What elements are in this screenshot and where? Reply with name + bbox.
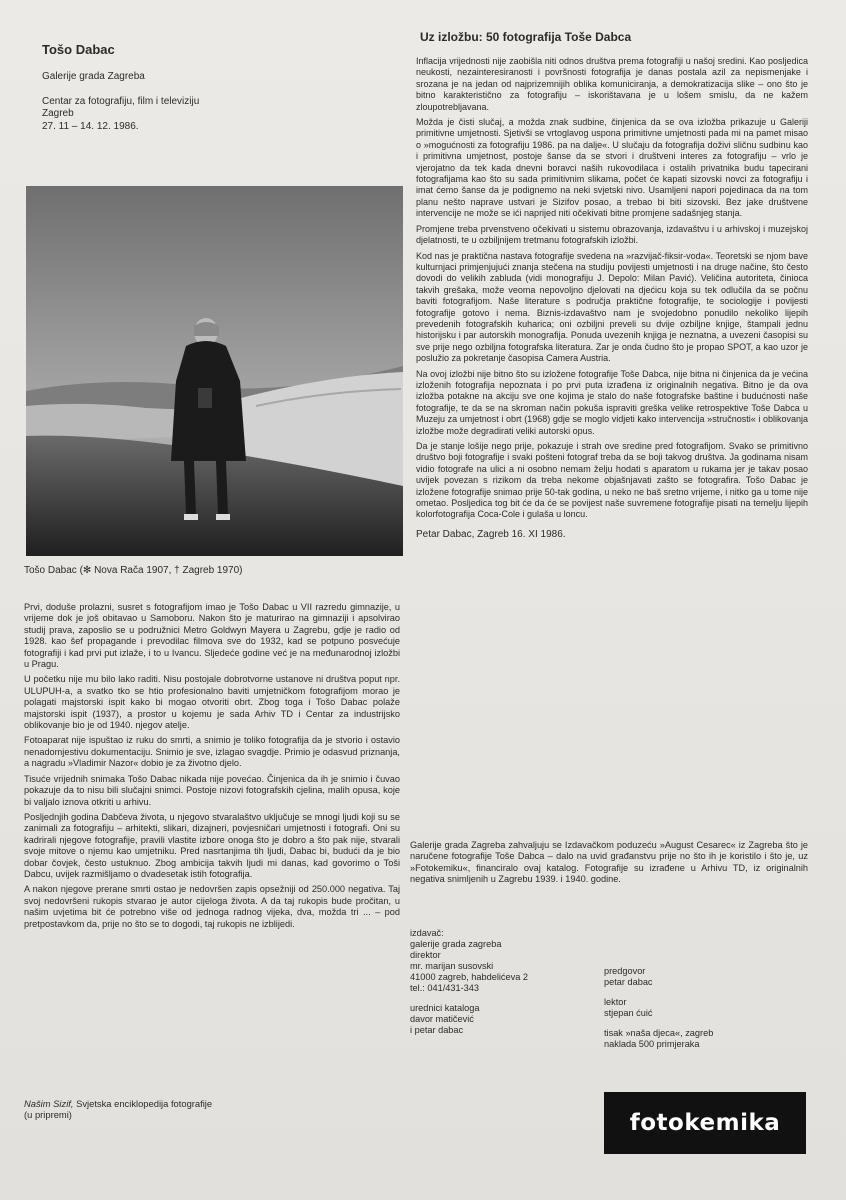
essay-title: Uz izložbu: 50 fotografija Toše Dabca	[420, 30, 632, 44]
credit-line: 41000 zagreb, habdelićeva 2	[410, 972, 528, 982]
essay-paragraph: Kod nas je praktična nastava fotografije svedena na »razvijač-fiksir-voda«. Teoretski se njom bave kulturnjaci primjenjujući znanja stečena na studiju povijesti umjetnosti i na druge načine, što često dovodi do velikih zabluda (vidi monografiju J. Depolo: Milan Pavić). Veličina autoriteta, činioca takvih grešaka, može veoma nepovoljno djelovati na djećicu koja su tek odlučila da se počnu baviti fotografijom. Naše literature s područja praktične fotografije, te sociologije i povijesti fotografije gotovo i nema. Biznis-izdavaštvo nam je svojedobno ponudilo nekoliko lijepih prevedenih fotografskih kuharica; oni ozbiljni preveli su dvije ozbiljne knjige, štampali jednu historijsku i par autorskih monografija. Ponuda uvezenih knjiga je neznatna, a uvezeni časopisi su sve prije nego ozbiljna fotografska literatura. Zar je onda čudno što je propao SPOT, a kao uzor je poslužio za pokretanje časopisa Camera Austria.	[416, 250, 808, 364]
portrait-photo-graphic	[26, 186, 403, 556]
credit-line: direktor	[410, 950, 441, 960]
photo-caption: Tošo Dabac (✻ Nova Rača 1907, † Zagreb 1970)	[24, 565, 243, 576]
credit-line: tel.: 041/431-343	[410, 983, 479, 993]
reference-title: Svjetska enciklopedija fotografije	[76, 1098, 213, 1109]
biography-text	[24, 602, 400, 934]
credit-line: tisak »naša djeca«, zagreb	[604, 1028, 714, 1038]
credits-production	[604, 966, 804, 1050]
credit-line: stjepan ćuić	[604, 1008, 653, 1018]
reference-status: (u pripremi)	[24, 1109, 72, 1121]
credit-spacer	[604, 988, 804, 997]
fotokemika-logo: fotokemika	[604, 1092, 806, 1154]
credit-line: predgovor	[604, 966, 646, 976]
acknowledgement-line: Fotografije su izrađene u Arhivu TD, iz originalnih negativa snimljenih u Zagrebu 1939. i 1940. godine.	[410, 862, 809, 885]
essay-paragraph: Na ovoj izložbi nije bitno što su izložene fotografije Toše Dabca, nije bitna ni činjenica da je većina izloženih fotografija nepoznata i po prvi puta izrađena iz originalnih negativa. Bitno je da ova izložba potakne na akciju sve one kojima je stalo do naše fotografske baštine i budućnosti naše fotografije, te da se na skroman način pokuša ispraviti greška velike retrospektive Toše Dabca u Muzeju za umjetnost i obrt (1968) gdje se moglo vidjeti kako intervencija »stručnosti« i oblikovanja izložbe može degradirati veliki autorski opus.	[416, 368, 808, 436]
essay-column	[412, 30, 812, 540]
biography-paragraph: Posljednjih godina Dabčeva života, u njegovo stvaralaštvo uključuje se mnogi ljudi koji su se zanimali za fotografiju – arhitekti, slikari, dizajneri, povjesničari umjetnosti i fotografi. Oni su kadrirali njegove fotografije, pravili vlastite izbore onoga što je dobro a što pak nije, stvarali svoje mitove o njemu kao umjetniku. Pred nasrtanjima tih ljudi, Dabac bi, budući da je bio dobar čovjek, često ustuknuo. Zbog ambicija takvih ljudi mi danas, kad govorimo o Toši Dabcu, uvijek razmišljamo o dvadesetak istih fotografija.	[24, 811, 400, 879]
essay-paragraph: Inflacija vrijednosti nije zaobišla niti odnos društva prema fotografiji u našoj sredini. Kao posljedica neukosti, nezainteresiranosti i površnosti fotografija je danas postala azil za nepismenjake i srozana je na jedan od najprizemnijih oblika komuniciranja, a demokratizacija slike – ono što je bitno karakteristično za fotografiju – iskorištavana je u lošem smislu, da ne kažem zloupotrebljavana.	[416, 56, 808, 112]
credit-line: lektor	[604, 997, 627, 1007]
credit-line: mr. marijan susovski	[410, 961, 494, 971]
city-name: Zagreb	[42, 108, 74, 119]
credit-spacer	[410, 994, 600, 1003]
essay-paragraph: Možda je čisti slučaj, a možda znak sudbine, činjenica da se ova izložba prikazuje u Galeriji primitivne umjetnosti. Sjetivši se vrtoglavog uspona primitivne umjetnosti pada mi na pamet misao o »mogućnosti za fotografiju 1986. pa na dalje«. U slučaju da fotografija doživi sličnu sudbinu kao i primitivna umjetnost, postoje šanse da se stvori i društveni interes za fotografiju – vrlo je vjerojatno da tek kada dnevni boravci naših rukovodilaca i ostalih privatnika budu tapecirani fotografijama kao što su sada primitivnim slikama, počet će kapati sizovski novci za fotografiju i imat ćemo šanse da je podignemo na neki svjetski nivo. Usamljeni napori pojedinaca da na tom planu nešto naprave ustvari je Sizifov posao, a trebao bi biti sizovski. Bez jake društvene intervencije ne može se ići naprijed niti očekivati bitne promjene sadašnjeg stanja.	[416, 117, 808, 219]
exhibition-venue	[42, 96, 402, 134]
credit-line: petar dabac	[604, 977, 653, 987]
biography-paragraph: Fotoaparat nije ispuštao iz ruku do smrti, a snimio je toliko fotografija da je stvorio i ostavio nenadomjestivu dokumentaciju. Snimio je sve, izlagao svagdje. Primio je odasvud priznanja, a nagradu »Vladimir Nazor« dobio je za životno djelo.	[24, 735, 400, 769]
reference-note	[24, 1098, 384, 1121]
portrait-photo	[26, 186, 403, 556]
credit-line: galerije grada zagreba	[410, 939, 502, 949]
credit-line: davor matičević	[410, 1014, 474, 1024]
header-block	[42, 42, 402, 169]
credit-line: i petar dabac	[410, 1025, 464, 1035]
credits-publisher	[410, 928, 600, 1036]
reference-author: Našim Sizif,	[24, 1098, 74, 1109]
gallery-name: Galerije grada Zagreba	[42, 71, 145, 82]
biography-paragraph: A nakon njegove prerane smrti ostao je nedovršen zapis opsežniji od 250.000 negativa. Taj svoj nedovršeni rukopis stvarao je autor cijeloga života. A da taj rukopis bude pročitan, u našim uvjetima bit će potrebno više od jednoga radnog vijeka, dva, možda tri ... – pod pretpostavkom da, prije no što se to dogodi, taj rukopis ne izblijedi.	[24, 884, 400, 929]
essay-paragraph: Promjene treba prvenstveno očekivati u sistemu obrazovanja, izdavaštvu i u arhivskoj i muzejskoj djelatnosti, te u ozbiljnijem tretmanu fotografskih izložbi.	[416, 223, 808, 246]
credit-line: urednici kataloga	[410, 1003, 480, 1013]
exhibition-dates: 27. 11 – 14. 12. 1986.	[42, 120, 139, 132]
essay-signoff: Petar Dabac, Zagreb 16. XI 1986.	[416, 528, 566, 540]
credit-line: izdavač:	[410, 928, 444, 938]
credit-spacer	[604, 1019, 804, 1028]
essay-paragraph: Da je stanje lošije nego prije, pokazuje i strah ove sredine pred fotografijom. Svako se primitivno društvo boji fotografije i svaki pošteni fotograf treba da se boji takvog društva. Ja godinama nisam vidio fotografe na ulici a ni osobno nemam želju hodati s aparatom u rukama jer je takav posao uvijek povezan s rizikom da treba nekome objašnjavati zašto se fotografira. Tošo Dabac je izložene fotografije snimao prije 50-tak godina, u neko ne baš sretno vrijeme, i nitko ga u tome nije ometao. Posljedica tog bit će da će se povijest naše suvremene fotografije pisati na temelju lijepih kolorfotografija Coca-Cole i gulaša u loncu.	[416, 441, 808, 520]
credit-line: naklada 500 primjeraka	[604, 1039, 700, 1049]
author-name: Tošo Dabac	[42, 42, 115, 57]
essay-body	[416, 56, 808, 540]
biography-paragraph: Prvi, doduše prolazni, susret s fotografijom imao je Tošo Dabac u VII razredu gimnazije, u vrijeme dok je još obitavao u Samoboru. Nakon što je maturirao na gimnaziji i apsolvirao studij prava, zaposlio se u podružnici Metro Goldwyn Mayera u Zagrebu, gdje je radio od 1928. kao šef propagande i prevodilac filmova sve do 1932, kad se potpuno posvećuje fotografiji i kad prvi put izlaže, i to u Ivancu. Sljedeće godine već je na međunarodnoj izložbi u Pragu.	[24, 602, 400, 670]
center-name: Centar za fotografiju, film i televiziju	[42, 95, 200, 107]
acknowledgement-block	[410, 840, 808, 896]
acknowledgement-line: Galerije grada Zagreba zahvaljuju se Izdavačkom poduzeću »August Cesarec« iz Zagreba što je naručene fotografije Toše Dabca – dalo na uvid građanstvu prije no što ih je koristilo i što je, uz »Fotokemiku«, financiralo ovaj katalog.	[410, 840, 808, 873]
biography-paragraph: U početku nije mu bilo lako raditi. Nisu postojale dobrotvorne ustanove ni društva poput npr. ULUPUH-a, a svatko tko se htio profesionalno baviti umjetničkom fotografijom morao je polagati majstorski ispit kako bi mogao otvoriti obrt. Zbog toga i Tošo Dabac polaže majstorski ispit (1937), a prostor u kojemu je sada Arhiv TD i Centar za industrijsko oblikovanje bio je od 1940. njegov atelje.	[24, 674, 400, 731]
biography-paragraph: Tisuće vrijednih snimaka Tošo Dabac nikada nije povećao. Činjenica da ih je snimio i čuvao pokazuje da to nisu bili slučajni snimci. Postoje nizovi fotografskih cjelina, malih opusa, koje bi valjalo iznova otkriti u arhivu.	[24, 773, 400, 807]
acknowledgement-text	[410, 840, 808, 886]
